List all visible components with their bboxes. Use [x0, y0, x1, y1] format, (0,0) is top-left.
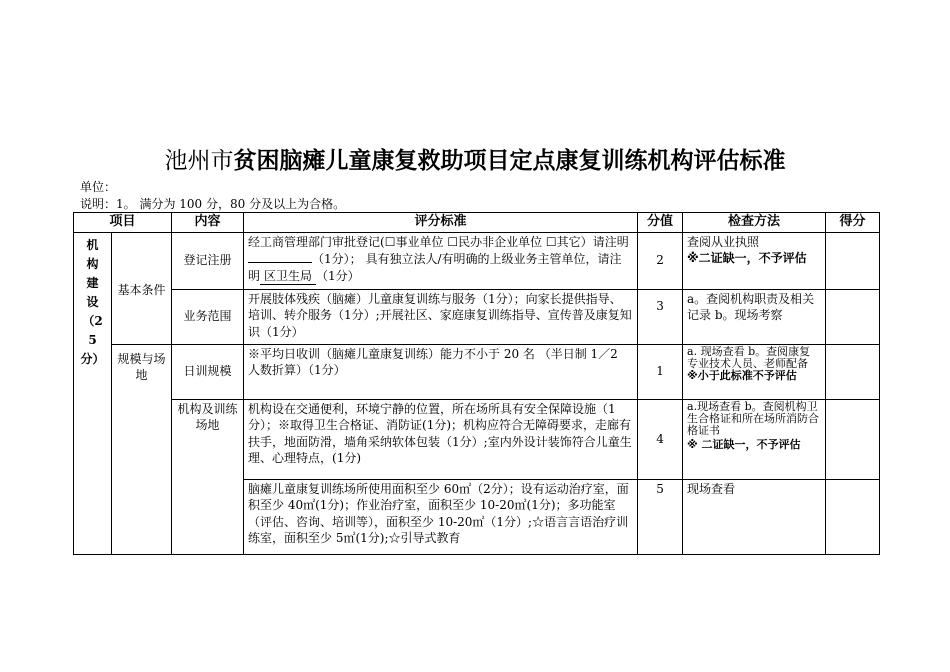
- project-char: 机: [86, 237, 99, 252]
- table-header-row: [74, 213, 880, 233]
- points-registration: 2: [638, 232, 683, 289]
- table-row: [74, 232, 880, 289]
- content-daily-scale: 日训规模: [172, 344, 244, 399]
- criteria-facility: 机构设在交通便利，环境宁静的位置，所在场所具有安全保障设施（1分）；※取得卫生合格证、消防证(1分)；机构应符合无障碍要求，走廊有扶手，地面防滑，墙角采纳软体包装（1分）;室内外设计装饰符合儿童生理、心理特点，(1分): [244, 399, 638, 479]
- fill-blank: [248, 250, 312, 263]
- table-row: [74, 289, 880, 344]
- evaluation-table: [73, 212, 880, 555]
- score-registration: [826, 232, 880, 289]
- points-daily-scale: 1: [638, 344, 683, 399]
- document-title: [0, 142, 950, 175]
- content-registration: 登记注册: [172, 232, 244, 289]
- score-business-scope: [826, 289, 880, 344]
- title-main: 贫困脑瘫儿童康复救助项目定点康复训练机构评估标准: [233, 148, 786, 174]
- header-points: 分值: [638, 213, 683, 233]
- points-business-scope: 3: [638, 289, 683, 344]
- project-cell: [74, 232, 112, 554]
- criteria-daily-scale: ※平均日收训（脑瘫儿童康复训练）能力不小于 20 名 （半日制 1／2 人数折算）（1分）: [244, 344, 638, 399]
- option-private-nonenterprise: ☐民办非企业单位: [447, 234, 543, 249]
- method-training-area: 现场查看: [683, 479, 826, 554]
- instructions-note: 说明：1。 满分为 100 分，80 分及以上为合格。: [80, 197, 346, 211]
- title-city: 池州市: [164, 148, 234, 174]
- points-facility: 4: [638, 399, 683, 479]
- header-method: 检查方法: [683, 213, 826, 233]
- method-registration: 查阅从业执照 ※二证缺一，不予评估: [683, 232, 826, 289]
- method-business-scope: a。查阅机构职责及相关记录 b。现场考察: [683, 289, 826, 344]
- criteria-registration: 经工商管理部门审批登记(☐事业单位 ☐民办非企业单位 ☐其它）请注明（1分）； 具有独立法人/有明确的上级业务主管单位，请注明 区卫生局 （1分）: [244, 232, 638, 289]
- project-char: 设: [86, 294, 99, 309]
- method-facility: a.现场查看 b。查阅机构卫生合格证和所在场所消防合格证书 ※ 二证缺一，不予评估: [683, 399, 826, 479]
- score-training-area: [826, 479, 880, 554]
- group-scale: 规模与场地: [112, 344, 172, 554]
- project-char: 建: [86, 275, 99, 290]
- score-facility: [826, 399, 880, 479]
- criteria-training-area: 脑瘫儿童康复训练场所使用面积至少 60㎡（2分）；设有运动治疗室，面积至少 40㎡(1分)；作业治疗室，面积至少 10-20㎡(1分)；多功能室（评估、咨询、培训等），面积至少 10-20㎡（1分）;☆语言言语治疗训练室，面积至少 5㎡(1分);☆引导式教育: [244, 479, 638, 554]
- content-business-scope: 业务范围: [172, 289, 244, 344]
- method-daily-scale: a. 现场查看 b。查阅康复专业技术人员、老师配备 ※小于此标准不予评估: [683, 344, 826, 399]
- table-row: [74, 399, 880, 479]
- project-char: （2: [82, 313, 103, 328]
- fill-authority: 区卫生局: [260, 268, 316, 286]
- header-project: 项目: [74, 213, 172, 233]
- content-facility: 机构及训练场地: [172, 399, 244, 554]
- unit-label: 单位：: [80, 180, 117, 194]
- header-score: 得分: [826, 213, 880, 233]
- criteria-business-scope: 开展肢体残疾（脑瘫）儿童康复训练与服务（1分）；向家长提供指导、培训、转介服务（1分）;开展社区、家庭康复训练指导、宣传普及康复知识（1分）: [244, 289, 638, 344]
- project-char: 构: [86, 256, 99, 271]
- header-criteria: 评分标准: [244, 213, 638, 233]
- score-daily-scale: [826, 344, 880, 399]
- group-basic: 基本条件: [112, 232, 172, 344]
- header-content: 内容: [172, 213, 244, 233]
- option-other: ☐其它: [545, 234, 581, 249]
- table-row: [74, 344, 880, 399]
- project-char: 分）: [80, 351, 105, 366]
- project-char: 5: [88, 332, 97, 347]
- points-training-area: 5: [638, 479, 683, 554]
- option-public-institution: ☐事业单位: [384, 234, 444, 249]
